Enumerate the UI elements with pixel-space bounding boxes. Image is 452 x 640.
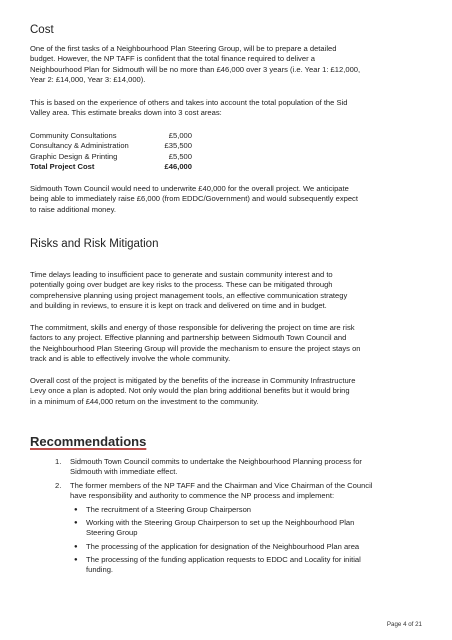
bullet-icon: ● [74,520,78,526]
cost-item-amount: £5,000 [168,131,192,140]
cost-item-amount: £5,500 [168,151,192,161]
bullet-item-text: The processing of the funding application requests to EDDC and Locality for initial funding. [86,555,361,575]
page-number: Page 4 of 21 [386,621,422,628]
bullet-item-text: The processing of the application for designation of the Neighbourhood Plan area [86,542,360,551]
recommendations-heading: Recommendations [30,434,147,449]
cost-total-row [30,162,192,172]
cost-paragraph-1: One of the first tasks of a Neighbourhood Plan Steering Group, will be to prepare a detailed budget. However, the NP TAFF is confident that the total finance required to deliver a Neighbourhood Plan for Sidmouth will be no more than £46,000 over 3 years (i.e. Year 1: £12,000, Year 2: £14,000, Year 3: £14,000). [30,44,361,85]
cost-paragraph-3: Sidmouth Town Council would need to underwrite £40,000 for the overall project. We anticipate being able to immediately raise £6,000 (from EDDC/Government) and would subsequently expect to raise additional money. [30,184,358,214]
cost-item-label: Consultancy & Administration [30,141,129,151]
cost-item-amount: £35,500 [164,141,192,151]
cost-breakdown-table [30,131,192,173]
list-item-text: Sidmouth Town Council commits to undertake the Neighbourhood Planning process for Sidmouth with immediate effect. [70,457,362,477]
cost-row [30,131,192,141]
cost-row [30,152,192,162]
cost-total-amount: £46,000 [164,162,192,172]
list-item-number: 1. [55,457,62,466]
bullet-icon: ● [74,507,78,513]
bullet-item-text: Working with the Steering Group Chairperson to set up the Neighbourhood Plan Steering Group [86,518,355,538]
list-item-number: 2. [55,481,62,490]
cost-heading: Cost [30,24,54,36]
cost-paragraph-2: This is based on the experience of others and takes into account the total population of the Sid Valley area. This estimate breaks down into 3 cost areas: [30,98,348,118]
bullet-item-text: The recruitment of a Steering Group Chairperson [86,505,252,514]
risks-paragraph-1: Time delays leading to insufficient pace to generate and sustain community interest and to potentially going over budget are key risks to the process. These can be mitigated through comprehensive planning using project management tools, an effective communication strategy and building in reviews, to ensure it is kept on track and delivered on time and in budget. [30,270,348,311]
list-item-text: The former members of the NP TAFF and the Chairman and Vice Chairman of the Council have responsibility and authority to commence the NP process and implement: [70,481,373,501]
cost-item-label: Community Consultations [30,131,117,140]
cost-item-label: Graphic Design & Printing [30,151,118,161]
bullet-icon: ● [74,557,78,563]
risks-heading: Risks and Risk Mitigation [30,238,159,250]
cost-total-label: Total Project Cost [30,162,95,172]
bullet-icon: ● [74,544,78,550]
cost-row [30,141,192,151]
recommendations-list [0,457,452,617]
risks-paragraph-2: The commitment, skills and energy of those responsible for delivering the project on time are risk factors to any project. Effective planning and partnership between Sidmouth Town Council and the Neighbourhood Plan Steering Group will provide the mechanism to ensure the project stays on track and is able to effectively involve the whole community. [30,323,361,364]
risks-paragraph-3: Overall cost of the project is mitigated by the benefits of the increase in Community Infrastructure Levy once a plan is adopted. Not only would the plan bring additional benefits but it would bring in a minimum of £44,000 return on the investment to the community. [30,376,356,406]
